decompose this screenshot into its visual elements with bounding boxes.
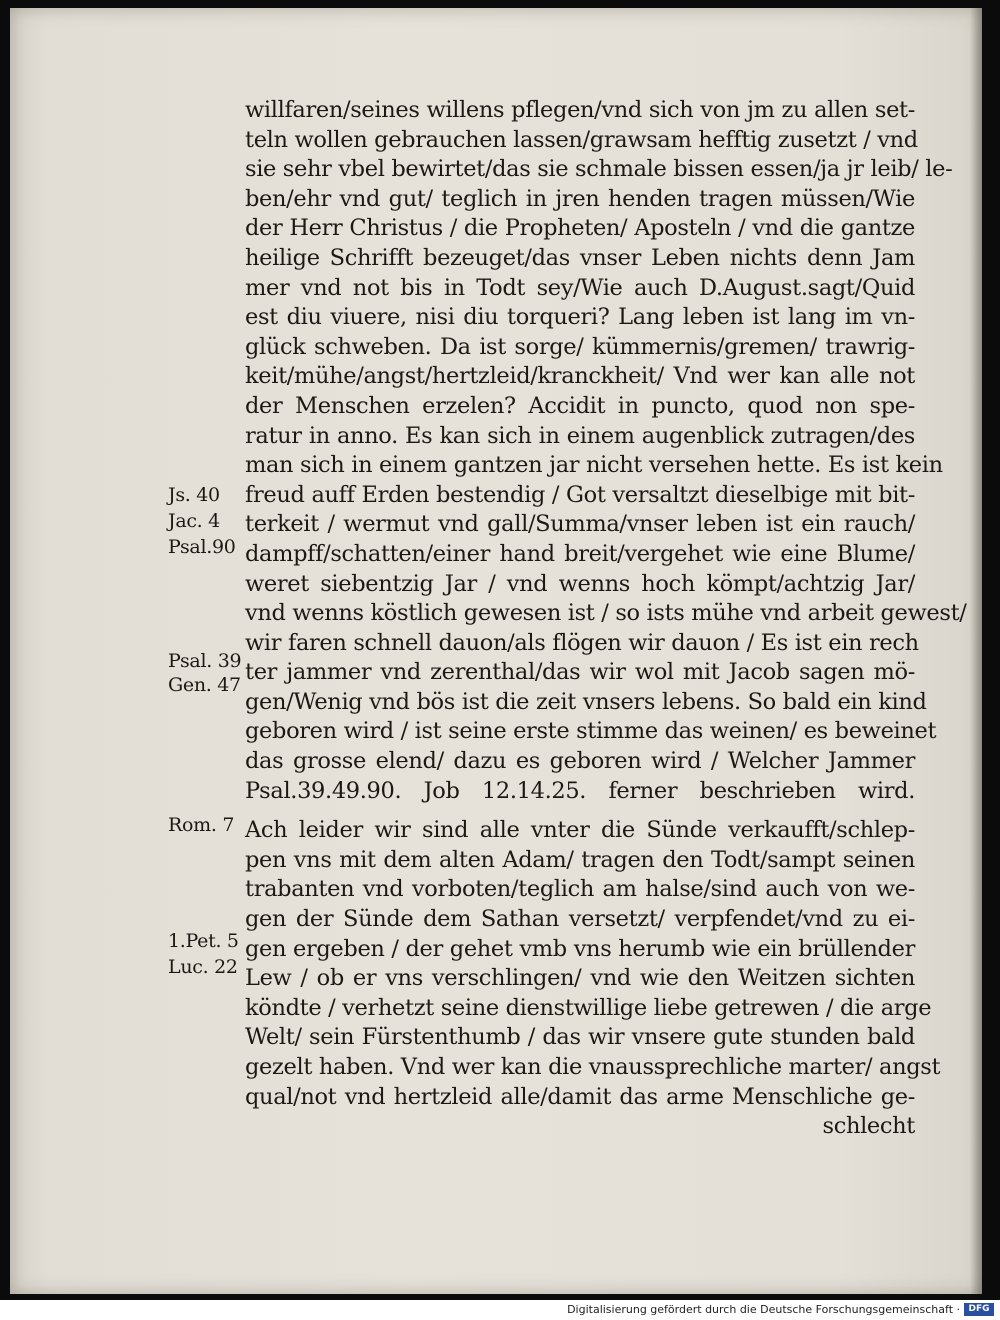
margin-note-genesis: Gen. 47 [168,674,241,696]
text-line: sie sehr vbel bewirtet/das sie schmale bissen essen/ja jr leib/ le- [245,156,953,183]
text-line: köndte / verhetzt seine dienstwillige liebe getrewen / die arge [245,994,932,1021]
text-line: ben/ehr vnd gut/ teglich in jren henden tragen müssen/Wie [245,185,915,212]
text-line: est diu viuere, nisi diu torqueri? Lang leben ist lang im vn- [245,304,915,331]
text-line: wir faren schnell dauon/als flögen wir dauon / Es ist ein rech [245,629,919,656]
text-line: der Herr Christus / die Propheten/ Aposteln / vnd die gantze [245,215,915,242]
dfg-logo-icon: DFG [964,1303,994,1316]
paragraph-gap [245,806,915,816]
text-line: teln wollen gebrauchen lassen/grawsam hefftig zusetzt / vnd [245,126,918,153]
text-line: Ach leider wir sind alle vnter die Sünde verkaufft/schlep- [245,817,915,844]
margin-note-james: Jac. 4 [168,510,220,532]
text-line: pen vns mit dem alten Adam/ tragen den Todt/sampt seinen [245,846,915,873]
text-line: gen ergeben / der gehet vmb vns herumb wie ein brüllender [245,935,915,962]
text-line: mer vnd not bis in Todt sey/Wie auch D.August.sagt/Quid [245,274,915,301]
text-line: terkeit / wermut vnd gall/Summa/vnser leben ist ein rauch/ [245,511,915,538]
text-line: ratur in anno. Es kan sich in einem augenblick zutragen/des [245,422,915,449]
catchword: schlecht [822,1113,915,1140]
margin-note-psalm-90: Psal.90 [168,536,236,558]
text-line: glück schweben. Da ist sorge/ kümmernis/gremen/ trawrig- [245,333,915,360]
margin-note-psalm-39: Psal. 39 [168,650,242,672]
text-line: keit/mühe/angst/hertzleid/kranckheit/ Vnd wer kan alle not [245,363,915,390]
text-line: willfaren/seines willens pflegen/vnd sich von jm zu allen set- [245,97,915,123]
text-line: das grosse elend/ dazu es geboren wird / Welcher Jammer [245,748,915,775]
text-line: heilige Schrifft bezeuget/das vnser Leben nichts denn Jam [245,244,915,271]
margin-note-luke: Luc. 22 [168,956,238,978]
digitization-credit: Digitalisierung gefördert durch die Deutsche Forschungsgemeinschaft · [567,1303,960,1316]
text-line: ter jammer vnd zerenthal/das wir wol mit Jacob sagen mö- [245,659,915,686]
text-line: Psal.39.49.90. Job 12.14.25. ferner beschrieben wird. [245,777,915,804]
text-line: man sich in einem gantzen jar nicht versehen hette. Es ist kein [245,452,943,479]
text-line: trabanten vnd vorboten/teglich am halse/sind auch von we- [245,876,915,903]
text-line: geboren wird / ist seine erste stimme das weinen/ es beweinet [245,718,937,745]
text-line: dampff/schatten/einer hand breit/vergehet wie eine Blume/ [245,540,915,567]
text-line: vnd wenns köstlich gewesen ist / so ists mühe vnd arbeit gewest/ [245,600,967,627]
page-gutter-shadow [970,8,982,1294]
body-text [245,96,967,1142]
text-line: Lew / ob er vns verschlingen/ vnd wie den Weitzen sichten [245,965,915,992]
text-line: gezelt haben. Vnd wer kan die vnaussprechliche marter/ angst [245,1054,941,1080]
text-line: der Menschen erzelen? Accidit in puncto, quod non spe- [245,392,915,419]
margin-note-peter: 1.Pet. 5 [168,930,239,952]
text-line: weret siebentzig Jar / vnd wenns hoch kömpt/achtzig Jar/ [245,570,915,597]
text-line: gen der Sünde dem Sathan versetzt/ verpfendet/vnd zu ei- [245,906,915,933]
margin-note-isaiah: Js. 40 [168,484,220,506]
text-line: qual/not vnd hertzleid alle/damit das arme Menschliche ge- [245,1083,915,1110]
margin-note-romans: Rom. 7 [168,814,235,836]
text-line: freud auff Erden bestendig / Got versaltzt dieselbige mit bit- [245,481,915,508]
text-line: Welt/ sein Fürstenthumb / das wir vnsere gute stunden bald [245,1024,915,1051]
text-line: gen/Wenig vnd bös ist die zeit vnsers lebens. So bald ein kind [245,688,927,715]
